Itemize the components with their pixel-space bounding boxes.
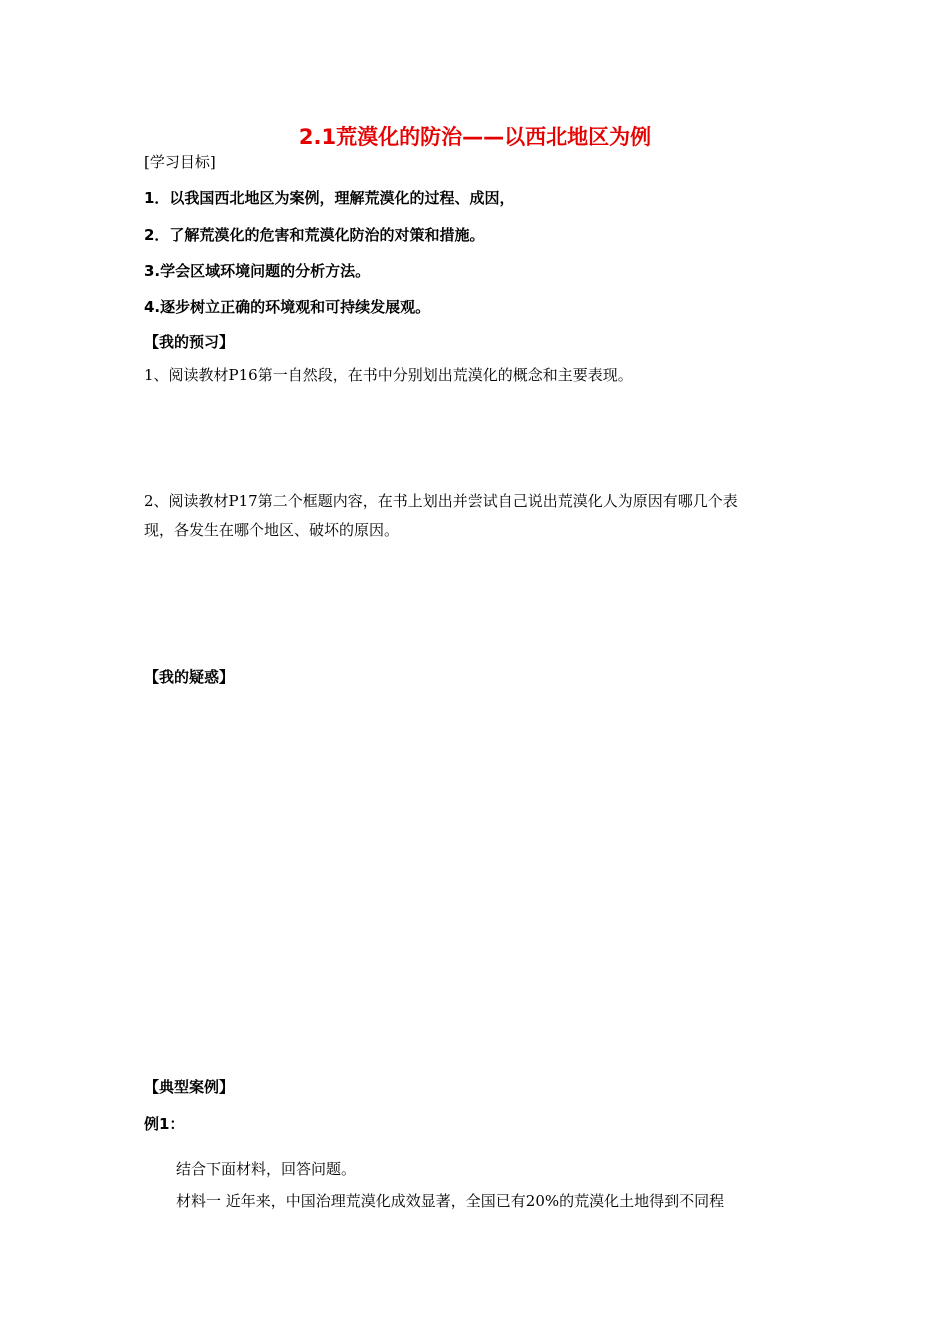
objective-item-4: 4.逐步树立正确的环境观和可持续发展观。	[144, 298, 431, 316]
page-title: 2.1荒漠化的防治——以西北地区为例	[298, 125, 652, 149]
preview-heading: 【我的预习】	[144, 333, 235, 351]
preview-question-1: 1、阅读教材P16第一自然段，在书中分别划出荒漠化的概念和主要表现。	[144, 366, 633, 384]
preview-question-2-line-1: 2、阅读教材P17第二个框题内容，在书上划出并尝试自己说出荒漠化人为原因有哪几个表	[144, 492, 738, 510]
objectives-heading: [学习目标]	[144, 153, 216, 171]
cases-heading: 【典型案例】	[144, 1078, 235, 1096]
objective-item-2: 2．了解荒漠化的危害和荒漠化防治的对策和措施。	[144, 226, 485, 244]
preview-question-2-line-2: 现，各发生在哪个地区、破坏的原因。	[144, 521, 400, 539]
case-intro: 结合下面材料，回答问题。	[176, 1160, 357, 1178]
example-label: 例1：	[144, 1115, 185, 1133]
objective-item-1: 1．以我国西北地区为案例，理解荒漠化的过程、成因，	[144, 189, 515, 207]
case-material-line: 材料一 近年来，中国治理荒漠化成效显著，全国已有20%的荒漠化土地得到不同程	[176, 1192, 725, 1210]
objective-item-3: 3.学会区域环境问题的分析方法。	[144, 262, 371, 280]
doubts-heading: 【我的疑惑】	[144, 668, 235, 686]
